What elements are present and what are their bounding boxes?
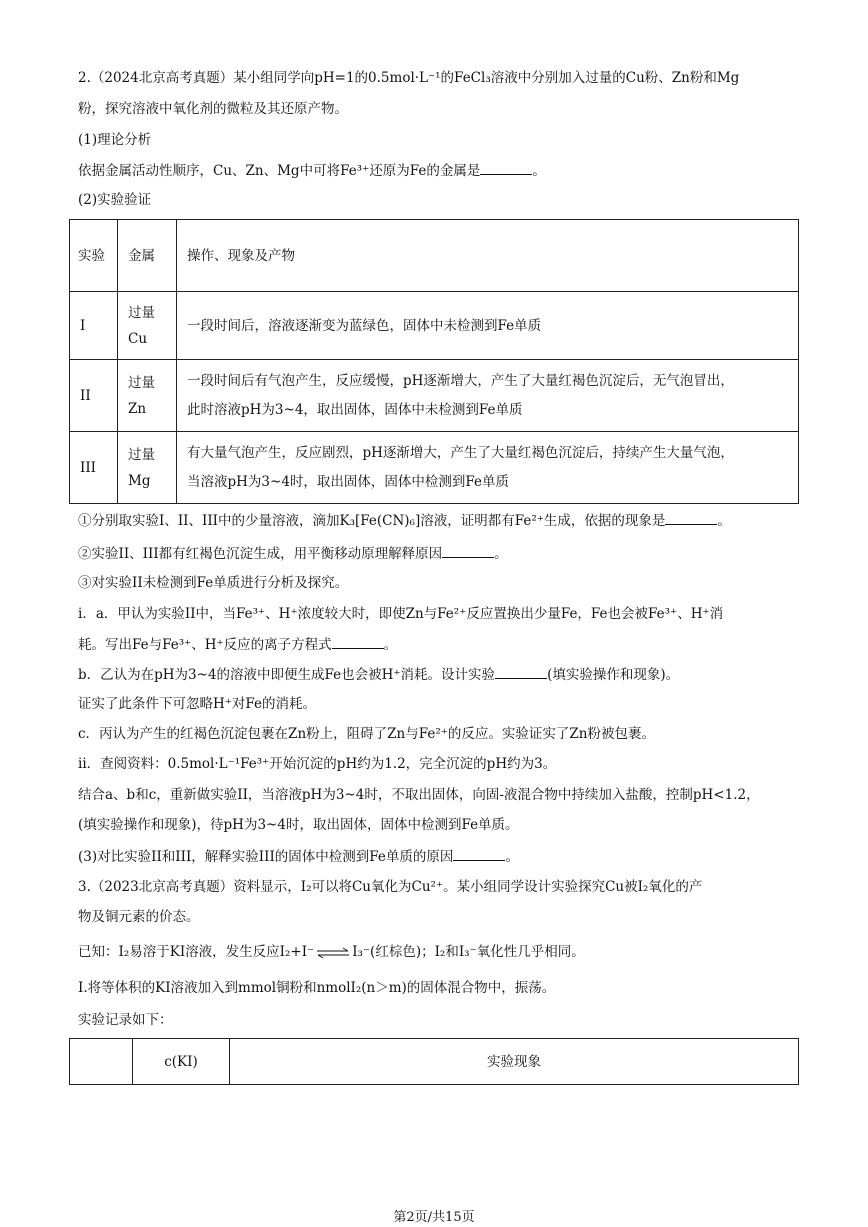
row-exp: II	[70, 360, 118, 432]
q2-ia-line1: i．a．甲认为实验II中，当Fe³⁺、H⁺浓度较大时，即使Zn与Fe²⁺反应置换出少量Fe，Fe也会被Fe³⁺、H⁺消	[78, 606, 724, 622]
q2-ii-line1: ii．查阅资料：0.5mol·L⁻¹Fe³⁺开始沉淀的pH约为1.2，完全沉淀的pH约为3。	[78, 756, 557, 772]
row-metal: 过量Mg	[118, 432, 177, 504]
table-row	[70, 432, 799, 504]
answer-blank	[453, 846, 505, 861]
q3-line2: 物及铜元素的价态。	[78, 909, 200, 925]
q2-s2: ②实验II、III都有红褐色沉淀生成，用平衡移动原理解释原因 。	[78, 543, 508, 564]
page-footer: 第2页/共15页	[393, 1210, 475, 1225]
header-metal: 金属	[118, 220, 177, 292]
experiment-table	[69, 219, 799, 504]
q3-line1: 3.（2023北京高考真题）资料显示，I₂可以将Cu氧化为Cu²⁺。某小组同学设计实验探究Cu被I₂氧化的产	[78, 879, 703, 895]
row-metal: 过量Zn	[118, 360, 177, 432]
header-exp: 实验	[70, 220, 118, 292]
equilibrium-arrow-icon	[316, 947, 350, 959]
answer-blank	[332, 634, 384, 649]
answer-blank	[480, 160, 532, 175]
q2-part1-text: 依据金属活动性顺序，Cu、Zn、Mg中可将Fe³⁺还原为Fe的金属是 。	[78, 160, 546, 181]
table-row	[70, 292, 799, 360]
row-desc: 一段时间后有气泡产生，反应缓慢，pH逐渐增大，产生了大量红褐色沉淀后，无气泡冒出， 此时溶液pH为3~4，取出固体，固体中未检测到Fe单质	[177, 360, 799, 432]
q2-ib-line2: 证实了此条件下可忽略H⁺对Fe的消耗。	[78, 696, 317, 712]
row-metal: 过量Cu	[118, 292, 177, 360]
q2-part3: (3)对比实验II和III，解释实验III的固体中检测到Fe单质的原因 。	[78, 846, 519, 867]
table-row	[70, 360, 799, 432]
q2-ia-line2: 耗。写出Fe与Fe³⁺、H⁺反应的离子方程式 。	[78, 634, 397, 655]
q3-header-blank	[70, 1039, 133, 1085]
q3-header-phenomenon: 实验现象	[230, 1039, 799, 1085]
q3-line5: 实验记录如下：	[78, 1012, 173, 1028]
q2-ii-line3: (填实验操作和现象)，待pH为3~4时，取出固体，固体中检测到Fe单质。	[78, 817, 519, 833]
table-header-row	[70, 220, 799, 292]
answer-blank	[495, 664, 547, 679]
q2-ib-line1: b．乙认为在pH为3~4的溶液中即便生成Fe也会被H⁺消耗。设计实验 (填实验操作和现象)。	[78, 664, 679, 685]
q2-s1: ①分别取实验I、II、III中的少量溶液，滴加K₃[Fe(CN)₆]溶液，证明都有Fe²⁺生成，依据的现象是 。	[78, 510, 731, 531]
q3-line3: 已知：I₂易溶于KI溶液，发生反应I₂+I⁻ I₃⁻(红棕色)；I₂和I₃⁻氧化性几乎相同。	[78, 944, 585, 960]
row-desc: 有大量气泡产生，反应剧烈，pH逐渐增大，产生了大量红褐色沉淀后，持续产生大量气泡， 当溶液pH为3~4时，取出固体，固体中检测到Fe单质	[177, 432, 799, 504]
row-desc: 一段时间后，溶液逐渐变为蓝绿色，固体中未检测到Fe单质	[177, 292, 799, 360]
answer-blank	[442, 543, 494, 558]
row-exp: III	[70, 432, 118, 504]
q2-ii-line2: 结合a、b和c，重新做实验II，当溶液pH为3~4时，不取出固体，向固-液混合物中持续加入盐酸，控制pH<1.2，	[78, 787, 760, 803]
q3-table	[69, 1038, 799, 1085]
q2-ic: c．丙认为产生的红褐色沉淀包裹在Zn粉上，阻碍了Zn与Fe²⁺的反应。实验证实了Zn粉被包裹。	[78, 726, 655, 742]
q3-line4: I.将等体积的KI溶液加入到mmol铜粉和nmolI₂(n＞m)的固体混合物中，振荡。	[78, 980, 556, 996]
q2-intro-line1: 2.（2024北京高考真题）某小组同学向pH=1的0.5mol·L⁻¹的FeCl₃溶液中分别加入过量的Cu粉、Zn粉和Mg	[78, 70, 740, 86]
answer-blank	[665, 510, 717, 525]
q2-part1-title: (1)理论分析	[78, 132, 152, 148]
header-desc: 操作、现象及产物	[177, 220, 799, 292]
table-header-row	[70, 1039, 799, 1085]
q2-intro-line2: 粉，探究溶液中氧化剂的微粒及其还原产物。	[78, 101, 348, 117]
q3-header-cki: c(KI)	[133, 1039, 230, 1085]
q2-s3: ③对实验II未检测到Fe单质进行分析及探究。	[78, 575, 349, 591]
row-exp: I	[70, 292, 118, 360]
q2-part2-title: (2)实验验证	[78, 192, 152, 208]
